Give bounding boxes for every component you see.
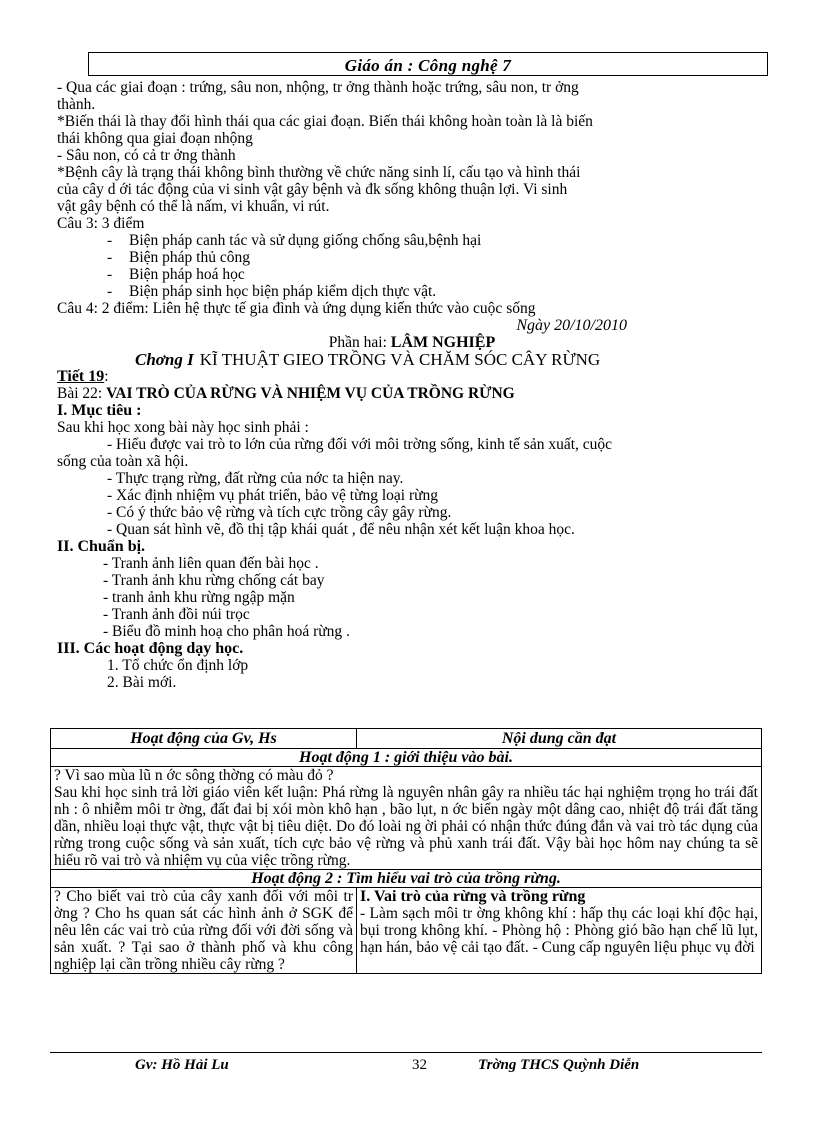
objectives-intro: Sau khi học xong bài này học sinh phải :	[57, 419, 309, 436]
col-header-teacher: Hoạt động của Gv, Hs	[51, 729, 357, 749]
section-prep-title: II. Chuẩn bị.	[57, 538, 146, 555]
activity-2-right-text: - Làm sạch môi tr ờng không khí : hấp thụ các loại khí độc hại, bụi trong không khí. - Phòng hộ : Phòng gió bão hạn chế lũ lụt, hạn hán, bảo vệ cải tạo đất. - Cung cấp nguyên liệu phục vụ đời	[360, 905, 758, 956]
activity-2-title: Hoạt động 2 : Tìm hiểu vai trò của trồng rừng.	[51, 870, 762, 888]
activity-2-right-title: I. Vai trò của rừng và trồng rừng	[360, 888, 586, 905]
col-header-content: Nội dung cần đạt	[357, 729, 762, 749]
table-header-row	[51, 729, 762, 749]
objective-item: - Thực trạng rừng, đất rừng của nớc ta hiện nay.	[107, 470, 404, 487]
prep-item: - Tranh ảnh khu rừng chống cát bay	[103, 572, 325, 589]
document-body	[57, 79, 737, 691]
part-title: Phần hai: LÂM NGHIỆP	[328, 334, 496, 351]
text-line: vật gây bệnh có thể là nấm, vi khuẩn, vi rút.	[57, 198, 330, 215]
text-line: - Qua các giai đoạn : trứng, sâu non, nhộng, tr ởng thành hoặc trứng, sâu non, tr ởng	[57, 79, 579, 96]
prep-item: - Biểu đồ minh hoạ cho phân hoá rừng .	[103, 623, 350, 640]
text-line: *Biến thái là thay đổi hình thái qua các giai đoạn. Biến thái không hoàn toàn là là biến	[57, 113, 593, 130]
text-line: của cây d ới tác động của vi sinh vật gây bệnh và đk sống không thuận lợi. Vi sinh	[57, 181, 568, 198]
header-title: Giáo án : Công nghệ 7	[344, 56, 512, 75]
measure-item: - Biện pháp thủ công	[107, 249, 250, 266]
footer-school: Trờng THCS Quỳnh Diễn	[478, 1057, 640, 1073]
objective-item: sống của toàn xã hội.	[57, 453, 189, 470]
text-line: Câu 3: 3 điểm	[57, 215, 145, 232]
section-objectives-title: I. Mục tiêu :	[57, 402, 142, 419]
prep-item: - Tranh ảnh đồi núi trọc	[103, 606, 250, 623]
prep-item: - tranh ảnh khu rừng ngập mặn	[103, 589, 295, 606]
measure-item: - Biện pháp hoá học	[107, 266, 245, 283]
activity-2-right	[357, 888, 762, 974]
activity-1-body	[51, 767, 762, 870]
table-row	[51, 767, 762, 870]
table-row	[51, 888, 762, 974]
activity-step: 1. Tổ chức ổn định lớp	[107, 657, 249, 674]
table-row	[51, 749, 762, 767]
lesson-number: Tiết 19:	[57, 368, 109, 385]
activity-1-text: Sau khi học sinh trả lời giáo viên kết luận: Phá rừng là nguyên nhân gây ra nhiều tác hại nghiệm trọng ho trái đất nh : ô nhiễm môi tr ờng, đất đai bị xói mòn khô hạn , bão lụt, n ớc biển ngày một dâng cao, nhiệt độ trái đất tăng dần, nhiều loại thực vật, thực vật bị tiêu diệt. Do đó loài ng ời phải có nhận thức đúng đắn và vai trò tác dụng của rừng trong cuộc sống và sản xuất, tích cực bảo vệ rừng và phủ xanh trái đất. Vậy bài học hôm nay chúng ta sẽ hiểu rõ vai trò và nhiệm vụ của việc trồng rừng.	[54, 784, 758, 869]
objective-item: - Có ý thức bảo vệ rừng và tích cực trồng cây gây rừng.	[107, 504, 452, 521]
text-line: - Sâu non, có cả tr ởng thành	[57, 147, 236, 164]
header-box	[88, 52, 768, 76]
measure-item: - Biện pháp canh tác và sử dụng giống chống sâu,bệnh hại	[107, 232, 482, 249]
activity-step: 2. Bài mới.	[107, 674, 177, 691]
lesson-date: Ngày 20/10/2010	[516, 317, 627, 334]
objective-item: - Xác định nhiệm vụ phát triển, bảo vệ từng loại rừng	[107, 487, 439, 504]
footer-author: Gv: Hồ Hải Lu	[135, 1057, 229, 1073]
text-line: thái không qua giai đoạn nhộng	[57, 130, 253, 147]
footer-page-number: 32	[412, 1057, 427, 1073]
chapter-title: Chơng I KĨ THUẬT GIEO TRỒNG VÀ CHĂM SÓC CÂY RỪNG	[135, 350, 601, 369]
text-line: *Bệnh cây là trạng thái không bình thường về chức năng sinh lí, cấu tạo và hình thái	[57, 164, 581, 181]
activities-table	[50, 728, 762, 974]
objective-item: - Hiểu được vai trò to lớn của rừng đối với môi trờng sống, kinh tế sản xuất, cuộc	[107, 436, 613, 453]
prep-item: - Tranh ảnh liên quan đến bài học .	[103, 555, 319, 572]
footer-divider	[50, 1052, 762, 1053]
lesson-heading: Bài 22: VAI TRÒ CỦA RỪNG VÀ NHIỆM VỤ CỦA TRỒNG RỪNG	[57, 385, 515, 402]
question-4: Câu 4: 2 điểm: Liên hệ thực tế gia đình và ứng dụng kiến thức vào cuộc sống	[57, 300, 536, 317]
section-activities-title: III. Các hoạt động dạy học.	[57, 640, 244, 657]
activity-1-question: ? Vì sao mùa lũ n ớc sông thờng có màu đỏ ?	[54, 767, 334, 784]
table-row	[51, 870, 762, 888]
objective-item: - Quan sát hình vẽ, đồ thị tập khái quát , để nêu nhận xét kết luận khoa học.	[107, 521, 575, 538]
text-line: thành.	[57, 96, 96, 113]
activity-2-left: ? Cho biết vai trò của cây xanh đối với môi tr ờng ? Cho hs quan sát các hình ảnh ở SGK để nêu lên các vai trò của rừng đối với đời sống và sản xuất. ? Tại sao ở thành phố và khu công nghiệp lại cần trồng nhiều cây rừng ?	[51, 888, 357, 974]
activity-1-title: Hoạt động 1 : giới thiệu vào bài.	[51, 749, 762, 767]
measure-item: - Biện pháp sinh học biện pháp kiểm dịch thực vật.	[107, 283, 437, 300]
